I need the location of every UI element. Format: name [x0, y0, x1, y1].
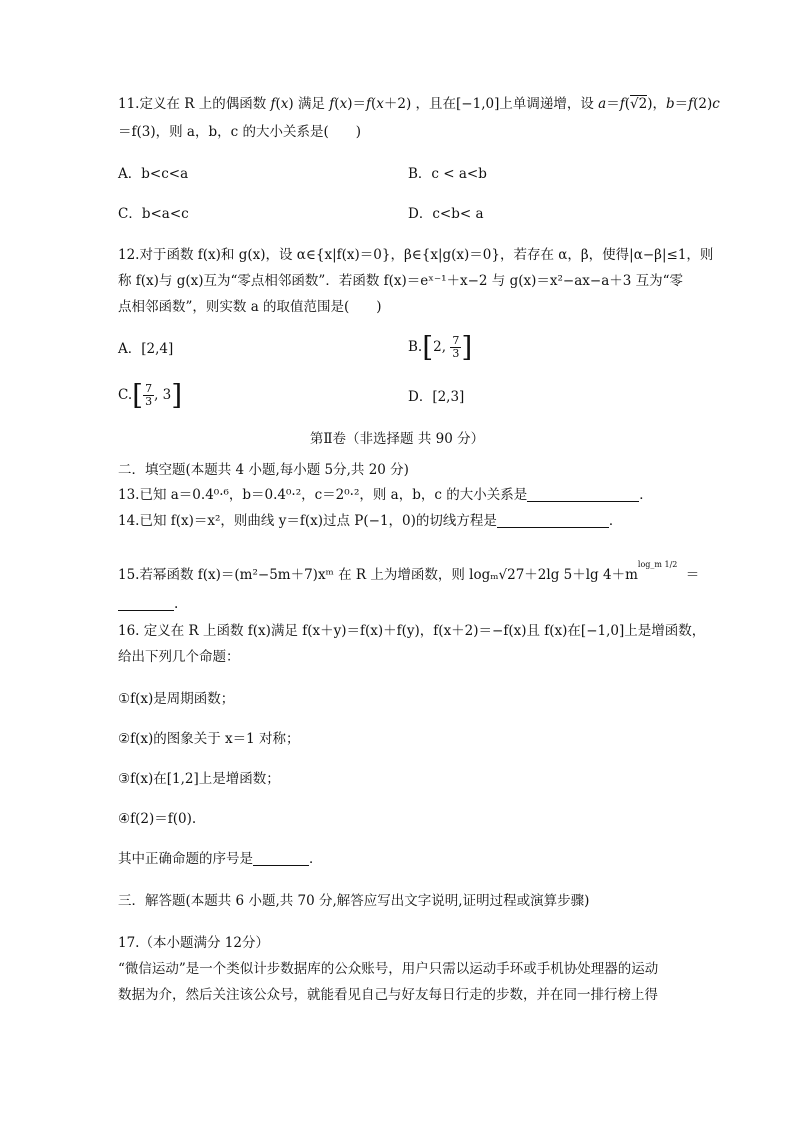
q15-blank-line: .: [118, 595, 178, 613]
section2-heading: 二．填空题(本题共 4 小题,每小题 5分,共 20 分): [118, 462, 409, 478]
part2-title: 第Ⅱ卷（非选择题 共 90 分）: [309, 431, 485, 447]
q12-line1: 12.对于函数 f(x)和 g(x)，设 α∈{x|f(x)＝0}，β∈{x|g(x)＝0}，若存在 α，β，使得|α−β|≤1，则: [118, 247, 714, 263]
q13: 13.已知 a＝0.4⁰·⁶，b＝0.4⁰·²，c＝2⁰·²，则 a，b，c 的大小关系是 ．: [118, 487, 653, 503]
q16-item-3: ③f(x)在[1,2]上是增函数；: [118, 771, 280, 787]
q16-item-4: ④f(2)＝f(0).: [118, 811, 197, 827]
q16-item-2: ②f(x)的图象关于 x＝1 对称；: [118, 731, 300, 747]
q11-option-c: C．b<a<c: [118, 206, 189, 222]
fraction-seven-thirds: $\frac{7}{3}$: [145, 382, 153, 408]
q11-line1: 11.定义在 R 上的偶函数 f(x) 满足 f(x)＝f(x＋2) ，且在[−1,0]上单调递增，设 a＝f(√2)，b＝f(2)c: [118, 96, 720, 112]
q16-line2: 给出下列几个命题：: [118, 649, 240, 665]
q12-option-b: B.[2, $\frac{7}{3}$ ]: [408, 330, 473, 364]
q17-line2: 数据为介，然后关注该公众号，就能看见自己与好友每日行走的步数，并在同一排行榜上得: [118, 987, 658, 1003]
q16-line1: 16. 定义在 R 上函数 f(x)满足 f(x＋y)＝f(x)＋f(y)，f(x＋2)＝−f(x)且 f(x)在[−1,0]上是增函数，: [118, 623, 706, 639]
q17-title: 17.（本小题满分 12分）: [118, 935, 269, 951]
q11-line2: ＝f(3)，则 a，b，c 的大小关系是( ): [118, 124, 361, 140]
section3-heading: 三．解答题(本题共 6 小题,共 70 分,解答应写出文字说明,证明过程或演算步骤): [118, 893, 590, 909]
q14: 14.已知 f(x)＝x²，则曲线 y＝f(x)过点 P(−1，0)的切线方程是 ．: [118, 513, 623, 529]
q11-option-d: D．c<b< a: [408, 206, 484, 222]
answer-blank: [253, 851, 309, 866]
q17-line1: “微信运动”是一个类似计步数据库的公众账号，用户只需以运动手环或手机协处理器的运动: [118, 961, 659, 977]
q12-option-a: A．[2,4]: [118, 341, 174, 357]
q11-option-b: B．c < a<b: [408, 166, 487, 182]
answer-blank: [527, 487, 639, 502]
q12-line2: 称 f(x)与 g(x)互为“零点相邻函数”．若函数 f(x)＝eˣ⁻¹＋x−2 与 g(x)＝x²−ax−a＋3 互为“零: [118, 273, 684, 289]
q12-option-d: D．[2,3]: [408, 389, 465, 405]
q12-option-c: C.[ $\frac{7}{3}$ , 3]: [118, 378, 183, 412]
answer-blank: [118, 596, 174, 611]
q12-line3: 点相邻函数”，则实数 a 的取值范围是( ): [118, 299, 382, 315]
q16-answer: 其中正确命题的序号是 ．: [118, 851, 323, 867]
q15: 15.若幂函数 f(x)＝(m²−5m＋7)xᵐ 在 R 上为增函数，则 logₘ√27＋2lg 5＋lg $4+m^{log\_m 1/2}$ ＝: [118, 560, 700, 583]
fraction-seven-thirds: $\frac{7}{3}$: [452, 334, 460, 360]
q11-option-a: A．b<c<a: [118, 166, 189, 182]
q16-item-1: ①f(x)是周期函数；: [118, 691, 235, 707]
answer-blank: [497, 513, 609, 528]
